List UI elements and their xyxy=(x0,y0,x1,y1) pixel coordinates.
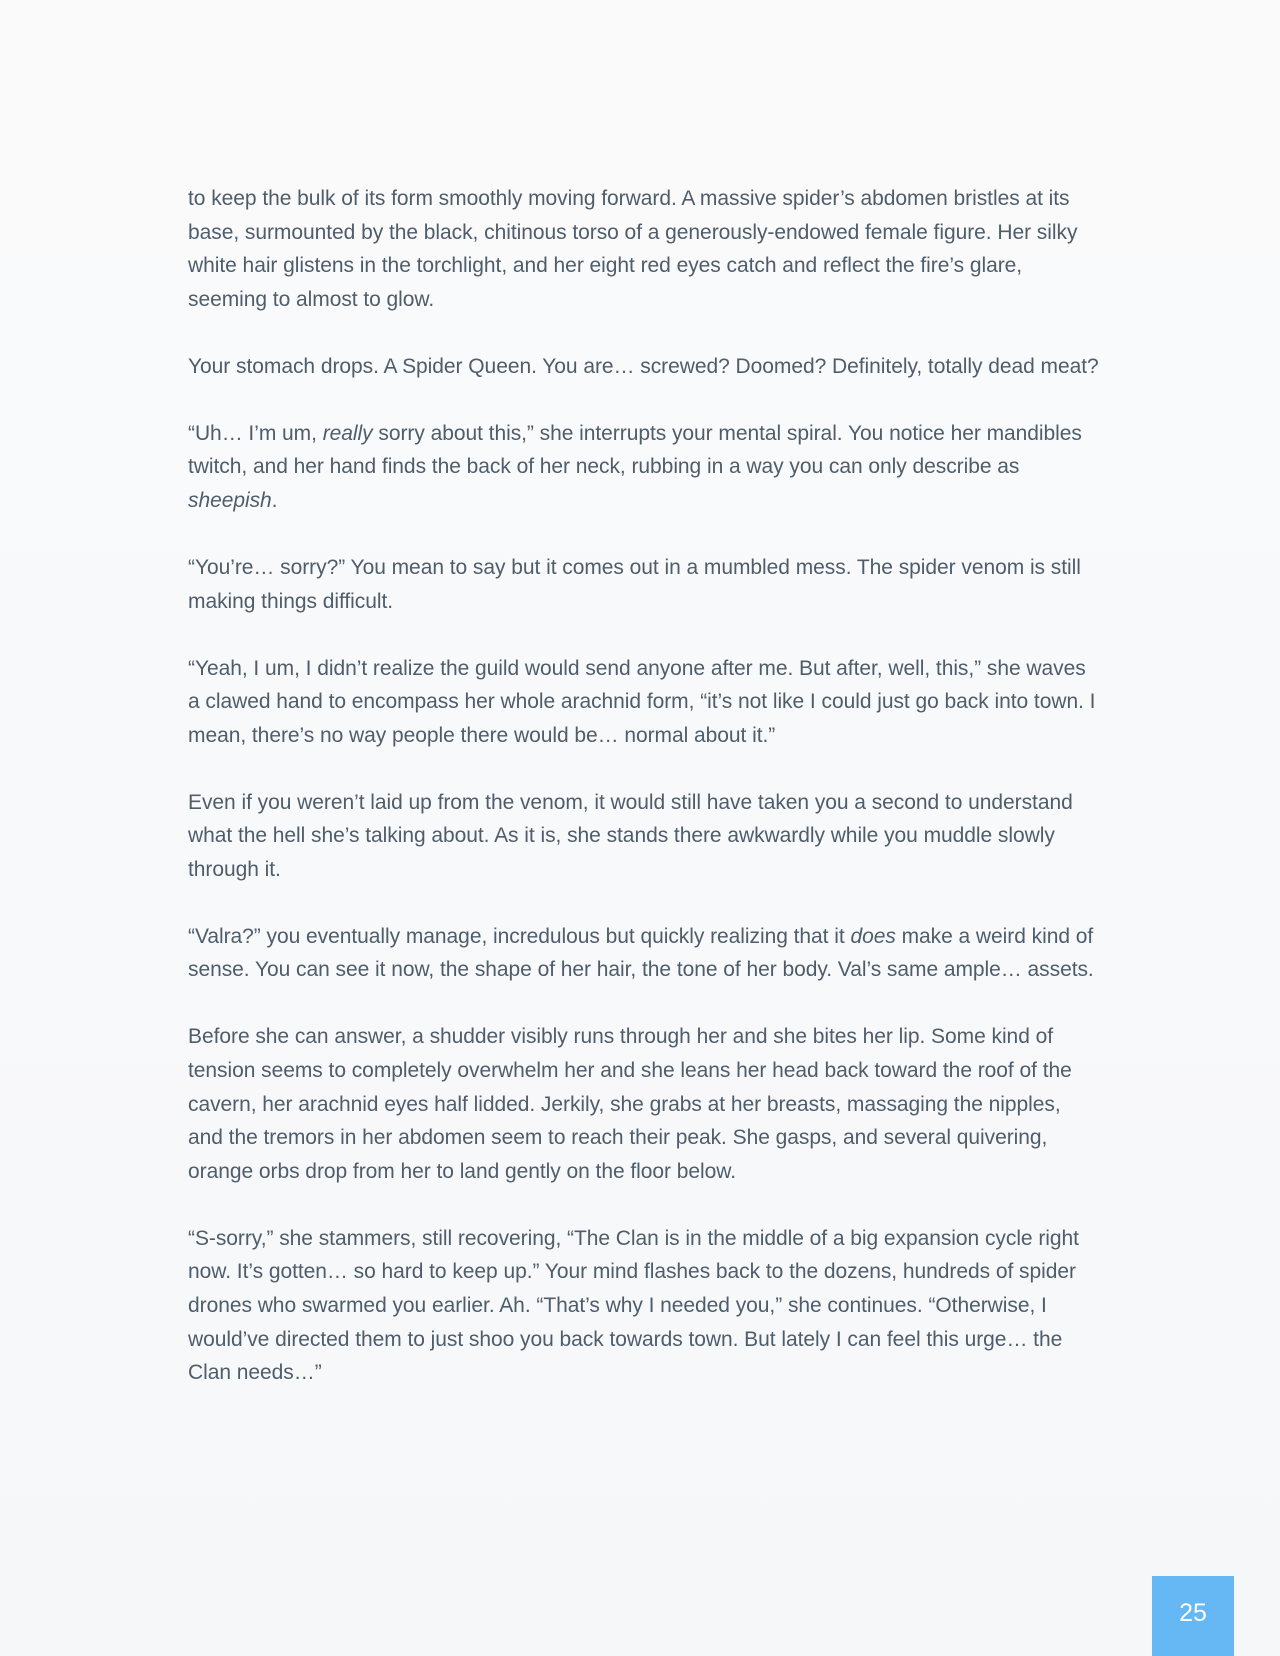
paragraph xyxy=(188,920,1100,987)
text-run: Even if you weren’t laid up from the venom, it would still have taken you a second to understand what the hell she’s talking about. As it is, she stands there awkwardly while you muddle slowly through it. xyxy=(188,790,1073,881)
text-run: “S-sorry,” she stammers, still recovering, “The Clan is in the middle of a big expansion cycle right now. It’s gotten… so hard to keep up.” Your mind flashes back to the dozens, hundreds of spider drones who swarmed you earlier. Ah. “That’s why I needed you,” she continues. “Otherwise, I would’ve directed them to just shoo you back towards town. But lately I can feel this urge… the Clan needs…” xyxy=(188,1226,1079,1385)
text-run: Before she can answer, a shudder visibly runs through her and she bites her lip. Some kind of tension seems to completely overwhelm her and she leans her head back toward the roof of the cavern, her arachnid eyes half lidded. Jerkily, she grabs at her breasts, massaging the nipples, and the tremors in her abdomen seem to reach their peak. She gasps, and several quivering, orange orbs drop from her to land gently on the floor below. xyxy=(188,1025,1072,1183)
text-run: “Valra?” you eventually manage, incredulous but quickly realizing that it xyxy=(188,924,851,948)
page-number: 25 xyxy=(1179,1598,1207,1627)
page-number-box xyxy=(1152,1576,1234,1656)
paragraph xyxy=(188,1222,1100,1390)
italic-text-run: sheepish xyxy=(188,488,272,512)
text-run: “Uh… I’m um, xyxy=(188,421,323,445)
text-run: . xyxy=(271,488,278,512)
text-run: make a weird kind of sense. You can see it now, the shape of her hair, the tone of her body. Val’s same ample… assets. xyxy=(188,924,1094,982)
paragraph xyxy=(188,652,1100,753)
text-run: “You’re… sorry?” You mean to say but it comes out in a mumbled mess. The spider venom is still making things difficult. xyxy=(188,555,1081,613)
text-run: to keep the bulk of its form smoothly moving forward. A massive spider’s abdomen bristles at its base, surmounted by the black, chitinous torso of a generously-endowed female figure. Her silky white hair glistens in the torchlight, and her eight red eyes catch and reflect the fire’s glare, seeming to almost to glow. xyxy=(188,187,1078,311)
paragraph xyxy=(188,1020,1100,1188)
paragraph xyxy=(188,551,1100,618)
italic-text-run: really xyxy=(322,421,373,445)
paragraph xyxy=(188,417,1100,518)
text-run: “Yeah, I um, I didn’t realize the guild would send anyone after me. But after, well, this,” she waves a clawed hand to encompass her whole arachnid form, “it’s not like I could just go back into town. I mean, there’s no way people there would be… normal about it.” xyxy=(188,656,1096,747)
italic-text-run: does xyxy=(850,924,896,948)
text-run: sorry about this,” she interrupts your mental spiral. You notice her mandibles twitch, and her hand finds the back of her neck, rubbing in a way you can only describe as xyxy=(188,421,1082,479)
paragraph xyxy=(188,350,1100,384)
body-text xyxy=(188,182,1100,1390)
text-run: Your stomach drops. A Spider Queen. You are… screwed? Doomed? Definitely, totally dead meat? xyxy=(188,354,1099,378)
paragraph xyxy=(188,182,1100,316)
paragraph xyxy=(188,786,1100,887)
